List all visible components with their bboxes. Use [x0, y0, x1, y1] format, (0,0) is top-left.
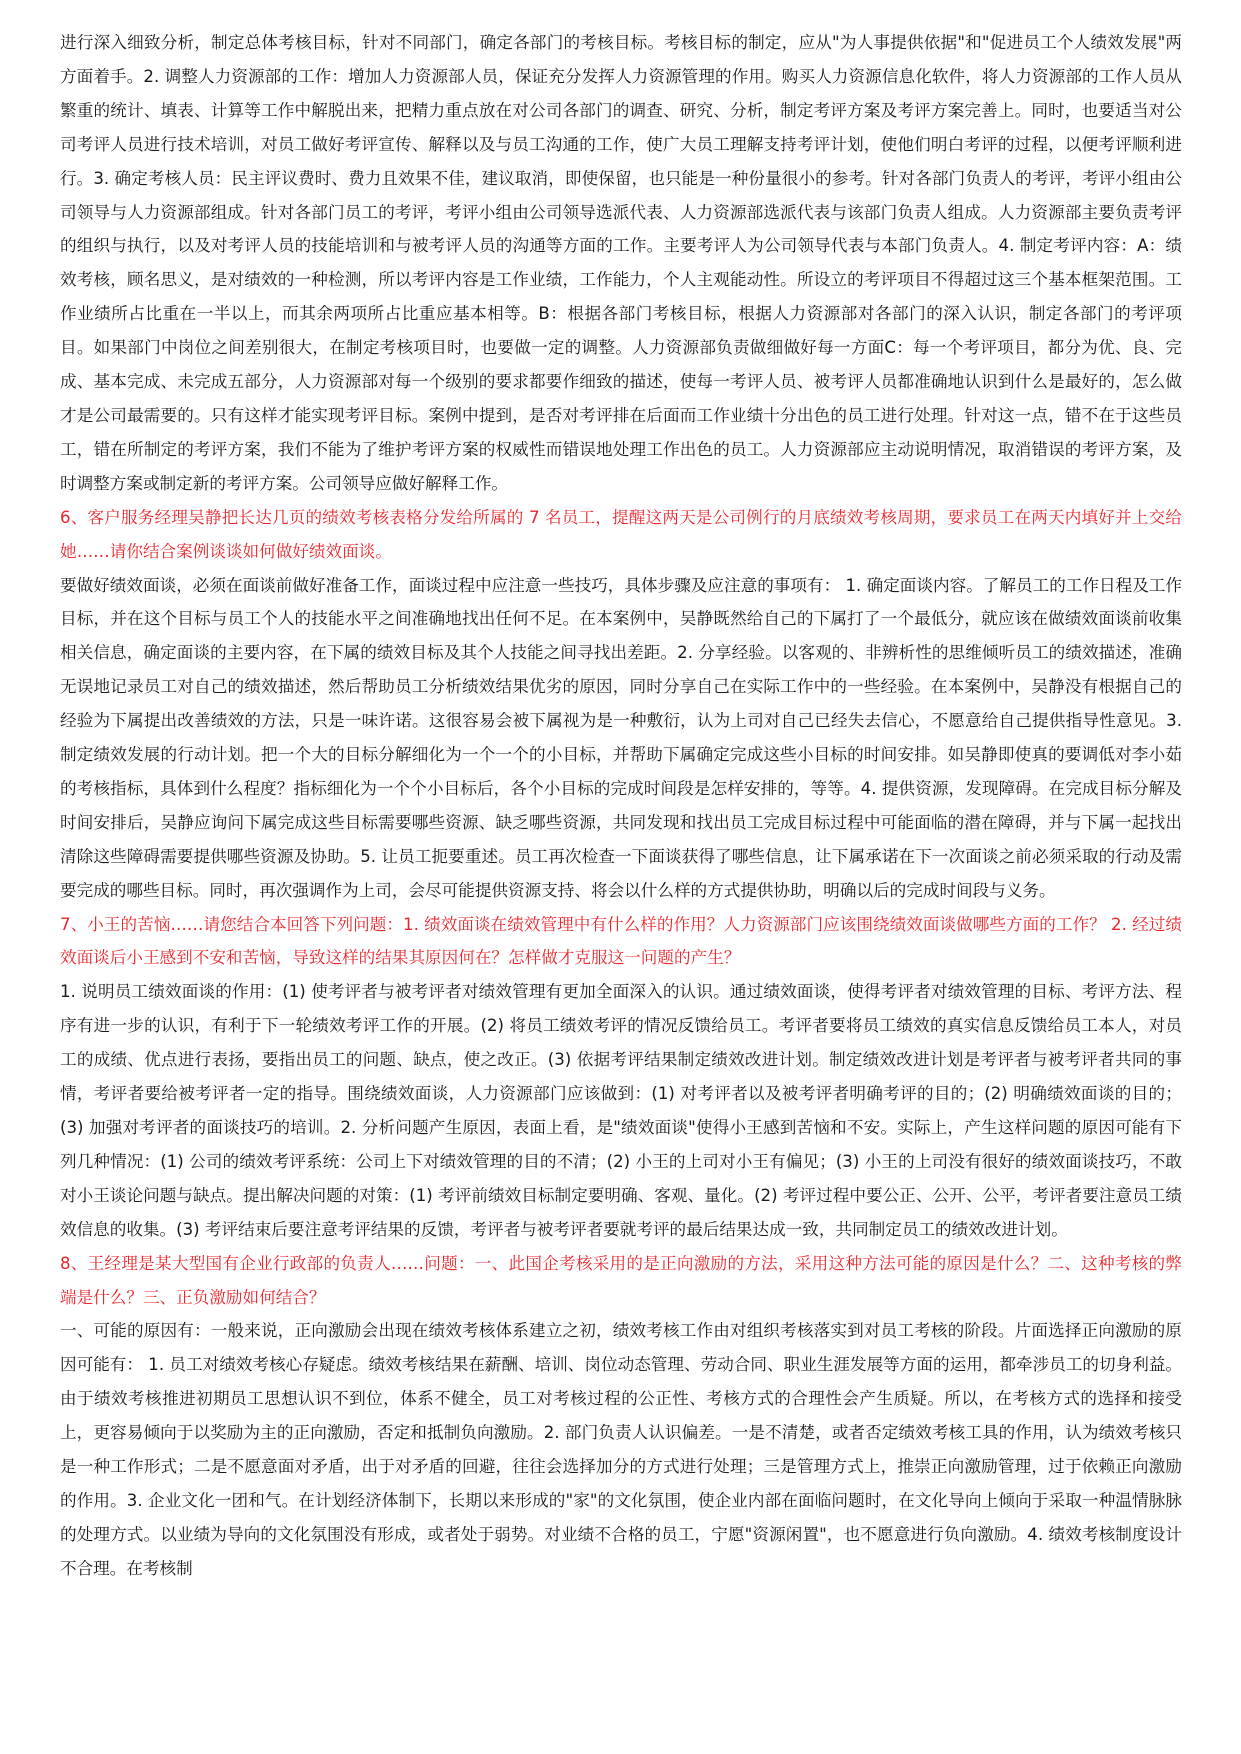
answer-7: 1. 说明员工绩效面谈的作用：(1) 使考评者与被考评者对绩效管理有更加全面深入的认识。通过绩效面谈，使得考评者对绩效管理的目标、考评方法、程序有进一步的认识，有利于下一轮绩效考评工作的开展。(2) 将员工绩效考评的情况反馈给员工。考评者要将员工绩效的真实信息反馈给员工本人，对员工的成绩、优点进行表扬，要指出员工的问题、缺点，使之改正。(3) 依据考评结果制定绩效改进计划。制定绩效改进计划是考评者与被考评者共同的事情，考评者要给被考评者一定的指导。围绕绩效面谈，人力资源部门应该做到：(1) 对考评者以及被考评者明确考评的目的；(2) 明确绩效面谈的目的；(3) 加强对考评者的面谈技巧的培训。2. 分析问题产生原因，表面上看，是"绩效面谈"使得小王感到苦恼和不安。实际上，产生这样问题的原因可能有下列几种情况：(1) 公司的绩效考评系统：公司上下对绩效管理的目的不清；(2) 小王的上司对小王有偏见；(3) 小王的上司没有很好的绩效面谈技巧，不敢对小王谈论问题与缺点。提出解决问题的对策：(1) 考评前绩效目标制定要明确、客观、量化。(2) 考评过程中要公正、公开、公平，考评者要注意员工绩效信息的收集。(3) 考评结束后要注意考评结果的反馈，考评者与被考评者要就考评的最后结果达成一致，共同制定员工的绩效改进计划。	[60, 982, 1182, 1239]
answer-paragraph-5-continued: 进行深入细致分析，制定总体考核目标，针对不同部门，确定各部门的考核目标。考核目标的制定，应从"为人事提供依据"和"促进员工个人绩效发展"两方面着手。2. 调整人力资源部的工作：增加人力资源部人员，保证充分发挥人力资源管理的作用。购买人力资源信息化软件，将人力资源部的工作人员从繁重的统计、填表、计算等工作中解脱出来，把精力重点放在对公司各部门的调查、研究、分析，制定考评方案及考评方案完善上。同时，也要适当对公司考评人员进行技术培训，对员工做好考评宣传、解释以及与员工沟通的工作，使广大员工理解支持考评计划，使他们明白考评的过程，以便考评顺利进行。3. 确定考核人员：民主评议费时、费力且效果不佳，建议取消，即使保留，也只能是一种份量很小的参考。针对各部门负责人的考评，考评小组由公司领导与人力资源部组成。针对各部门员工的考评，考评小组由公司领导选派代表、人力资源部选派代表与该部门负责人组成。人力资源部主要负责考评的组织与执行，以及对考评人员的技能培训和与被考评人员的沟通等方面的工作。主要考评人为公司领导代表与本部门负责人。4. 制定考评内容：A：绩效考核，顾名思义，是对绩效的一种检测，所以考评内容是工作业绩，工作能力，个人主观能动性。所设立的考评项目不得超过这三个基本框架范围。工作业绩所占比重在一半以上，而其余两项所占比重应基本相等。B：根据各部门考核目标，根据人力资源部对各部门的深入认识，制定各部门的考评项目。如果部门中岗位之间差别很大，在制定考核项目时，也要做一定的调整。人力资源部负责做细做好每一方面C：每一个考评项目，都分为优、良、完成、基本完成、未完成五部分，人力资源部对每一个级别的要求都要作细致的描述，使每一考评人员、被考评人员都准确地认识到什么是最好的，怎么做才是公司最需要的。只有这样才能实现考评目标。案例中提到，是否对考评排在后面而工作业绩十分出色的员工进行处理。针对这一点，错不在于这些员工，错在所制定的考评方案，我们不能为了维护考评方案的权威性而错误地处理工作出色的员工。人力资源部应主动说明情况，取消错误的考评方案，及时调整方案或制定新的考评方案。公司领导应做好解释工作。	[60, 33, 1182, 493]
question-7: 7、小王的苦恼……请您结合本回答下列问题：1. 绩效面谈在绩效管理中有什么样的作用？人力资源部门应该围绕绩效面谈做哪些方面的工作？ 2. 经过绩效面谈后小王感到不安和苦恼，导致这样的结果其原因何在？怎样做才克服这一问题的产生？	[60, 914, 1182, 968]
answer-8: 一、可能的原因有：一般来说，正向激励会出现在绩效考核体系建立之初，绩效考核工作由对组织考核落实到对员工考核的阶段。片面选择正向激励的原因可能有： 1. 员工对绩效考核心存疑虑。绩效考核结果在薪酬、培训、岗位动态管理、劳动合同、职业生涯发展等方面的运用，都牵涉员工的切身利益。由于绩效考核推进初期员工思想认识不到位，体系不健全，员工对考核过程的公正性、考核方式的合理性会产生质疑。所以，在考核方式的选择和接受上，更容易倾向于以奖励为主的正向激励，否定和抵制负向激励。2. 部门负责人认识偏差。一是不清楚，或者否定绩效考核工具的作用，认为绩效考核只是一种工作形式；二是不愿意面对矛盾，出于对矛盾的回避，往往会选择加分的方式进行处理；三是管理方式上，推崇正向激励管理，过于依赖正向激励的作用。3. 企业文化一团和气。在计划经济体制下，长期以来形成的"家"的文化氛围，使企业内部在面临问题时，在文化导向上倾向于采取一种温情脉脉的处理方式。以业绩为导向的文化氛围没有形成，或者处于弱势。对业绩不合格的员工，宁愿"资源闲置"，也不愿意进行负向激励。4. 绩效考核制度设计不合理。在考核制	[60, 1321, 1182, 1578]
document-page	[60, 26, 1182, 1586]
answer-6: 要做好绩效面谈，必须在面谈前做好准备工作，面谈过程中应注意一些技巧，具体步骤及应注意的事项有： 1. 确定面谈内容。了解员工的工作日程及工作目标，并在这个目标与员工个人的技能水平之间准确地找出任何不足。在本案例中，吴静既然给自己的下属打了一个最低分，就应该在做绩效面谈前收集相关信息，确定面谈的主要内容，在下属的绩效目标及其个人技能之间寻找出差距。2. 分享经验。以客观的、非辨析性的思维倾听员工的绩效描述，准确无误地记录员工对自己的绩效描述，然后帮助员工分析绩效结果优劣的原因，同时分享自己在实际工作中的一些经验。在本案例中，吴静没有根据自己的经验为下属提出改善绩效的方法，只是一味许诺。这很容易会被下属视为是一种敷衍，认为上司对自己已经失去信心，不愿意给自己提供指导性意见。3. 制定绩效发展的行动计划。把一个大的目标分解细化为一个一个的小目标，并帮助下属确定完成这些小目标的时间安排。如吴静即使真的要调低对李小茹的考核指标，具体到什么程度？指标细化为一个个小目标后，各个小目标的完成时间段是怎样安排的，等等。4. 提供资源，发现障碍。在完成目标分解及时间安排后，吴静应询问下属完成这些目标需要哪些资源、缺乏哪些资源，共同发现和找出员工完成目标过程中可能面临的潜在障碍，并与下属一起找出清除这些障碍需要提供哪些资源及协助。5. 让员工扼要重述。员工再次检查一下面谈获得了哪些信息，让下属承诺在下一次面谈之前必须采取的行动及需要完成的哪些目标。同时，再次强调作为上司，会尽可能提供资源支持、将会以什么样的方式提供协助，明确以后的完成时间段与义务。	[60, 575, 1182, 900]
question-8: 8、王经理是某大型国有企业行政部的负责人……问题：一、此国企考核采用的是正向激励的方法，采用这种方法可能的原因是什么？二、这种考核的弊端是什么？三、正负激励如何结合？	[60, 1253, 1182, 1307]
question-6: 6、客户服务经理吴静把长达几页的绩效考核表格分发给所属的 7 名员工，提醒这两天是公司例行的月底绩效考核周期，要求员工在两天内填好并上交给她……请你结合案例谈谈如何做好绩效面谈。	[60, 507, 1182, 561]
